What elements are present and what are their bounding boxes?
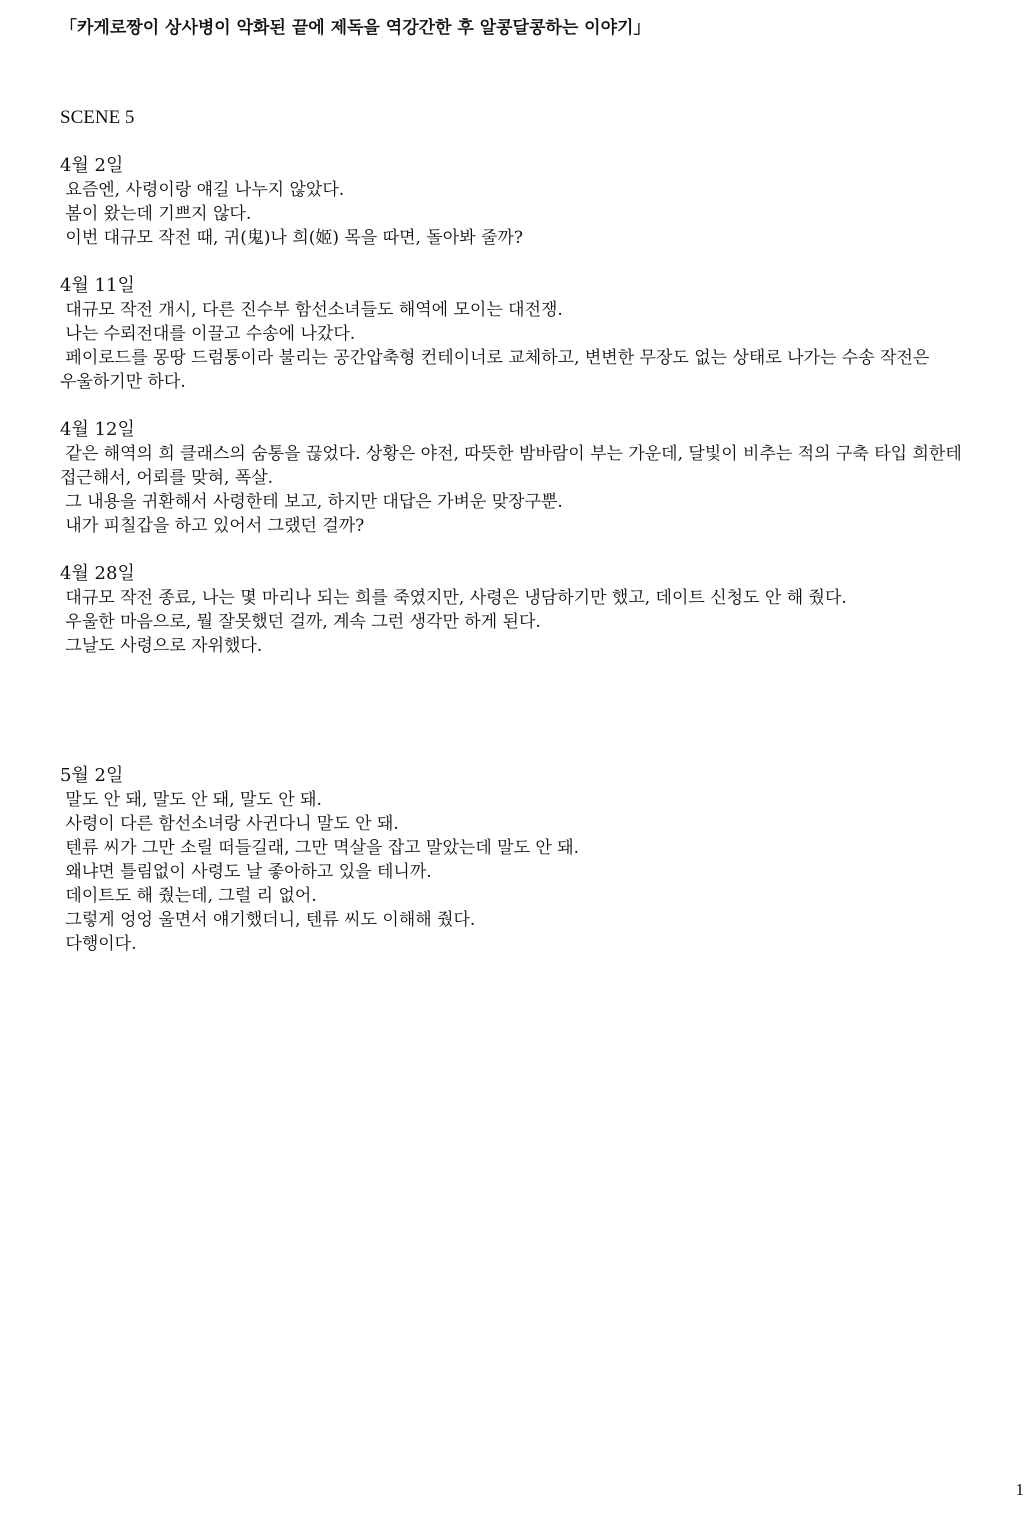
entry-line: 나는 수뢰전대를 이끌고 수송에 나갔다.: [60, 324, 356, 344]
diary-entry: [60, 562, 980, 658]
entry-date: 5월 2일: [60, 765, 124, 786]
entry-line: 봄이 왔는데 기쁘지 않다.: [60, 204, 252, 224]
entry-line: 텐류 씨가 그만 소릴 떠들길래, 그만 멱살을 잡고 말았는데 말도 안 돼.: [60, 838, 580, 858]
page-number: 1: [1015, 1480, 1024, 1499]
diary-entry: [60, 274, 980, 394]
entry-line: 그 내용을 귀환해서 사령한테 보고, 하지만 대답은 가벼운 맞장구뿐.: [60, 492, 563, 512]
entry-line: 말도 안 돼, 말도 안 돼, 말도 안 돼.: [60, 790, 322, 810]
scene-heading: SCENE 5: [60, 107, 135, 128]
entry-date: 4월 11일: [60, 275, 135, 296]
diary-entry: [60, 764, 980, 956]
entry-line: 그날도 사령으로 자위했다.: [60, 636, 263, 656]
entry-date: 4월 2일: [60, 155, 124, 176]
entry-line: 우울한 마음으로, 뭘 잘못했던 걸까, 계속 그런 생각만 하게 된다.: [60, 612, 541, 632]
entry-line: 페이로드를 몽땅 드럼통이라 불리는 공간압축형 컨테이너로 교체하고, 변변한 무장도 없는 상태로 나가는 수송 작전은 우울하기만 하다.: [60, 348, 935, 392]
entry-line: 사령이 다른 함선소녀랑 사귄다니 말도 안 돼.: [60, 814, 399, 834]
diary-entry: [60, 418, 980, 538]
entry-line: 다행이다.: [60, 934, 137, 954]
entry-line: 왜냐면 틀림없이 사령도 날 좋아하고 있을 테니까.: [60, 862, 432, 882]
entry-line: 같은 해역의 희 클래스의 숨통을 끊었다. 상황은 야전, 따뜻한 밤바람이 부는 가운데, 달빛이 비추는 적의 구축 타입 희한테 접근해서, 어뢰를 맞혀, 폭살.: [60, 444, 968, 488]
entry-line: 이번 대규모 작전 때, 귀(鬼)나 희(姬) 목을 따면, 돌아봐 줄까?: [60, 228, 523, 248]
entry-line: 그렇게 엉엉 울면서 얘기했더니, 텐류 씨도 이해해 줬다.: [60, 910, 476, 930]
document-title: 「카게로짱이 상사병이 악화된 끝에 제독을 역강간한 후 알콩달콩하는 이야기」: [60, 18, 651, 38]
entry-line: 대규모 작전 개시, 다른 진수부 함선소녀들도 해역에 모이는 대전쟁.: [60, 300, 563, 320]
entry-line: 대규모 작전 종료, 나는 몇 마리나 되는 희를 죽였지만, 사령은 냉담하기만 했고, 데이트 신청도 안 해 줬다.: [60, 588, 847, 608]
entry-date: 4월 28일: [60, 563, 135, 584]
entry-line: 데이트도 해 줬는데, 그럴 리 없어.: [60, 886, 317, 906]
entry-date: 4월 12일: [60, 419, 135, 440]
entry-line: 요즘엔, 사령이랑 얘길 나누지 않았다.: [60, 180, 345, 200]
entry-line: 내가 피칠갑을 하고 있어서 그랬던 걸까?: [60, 516, 365, 536]
diary-entry: [60, 154, 980, 250]
